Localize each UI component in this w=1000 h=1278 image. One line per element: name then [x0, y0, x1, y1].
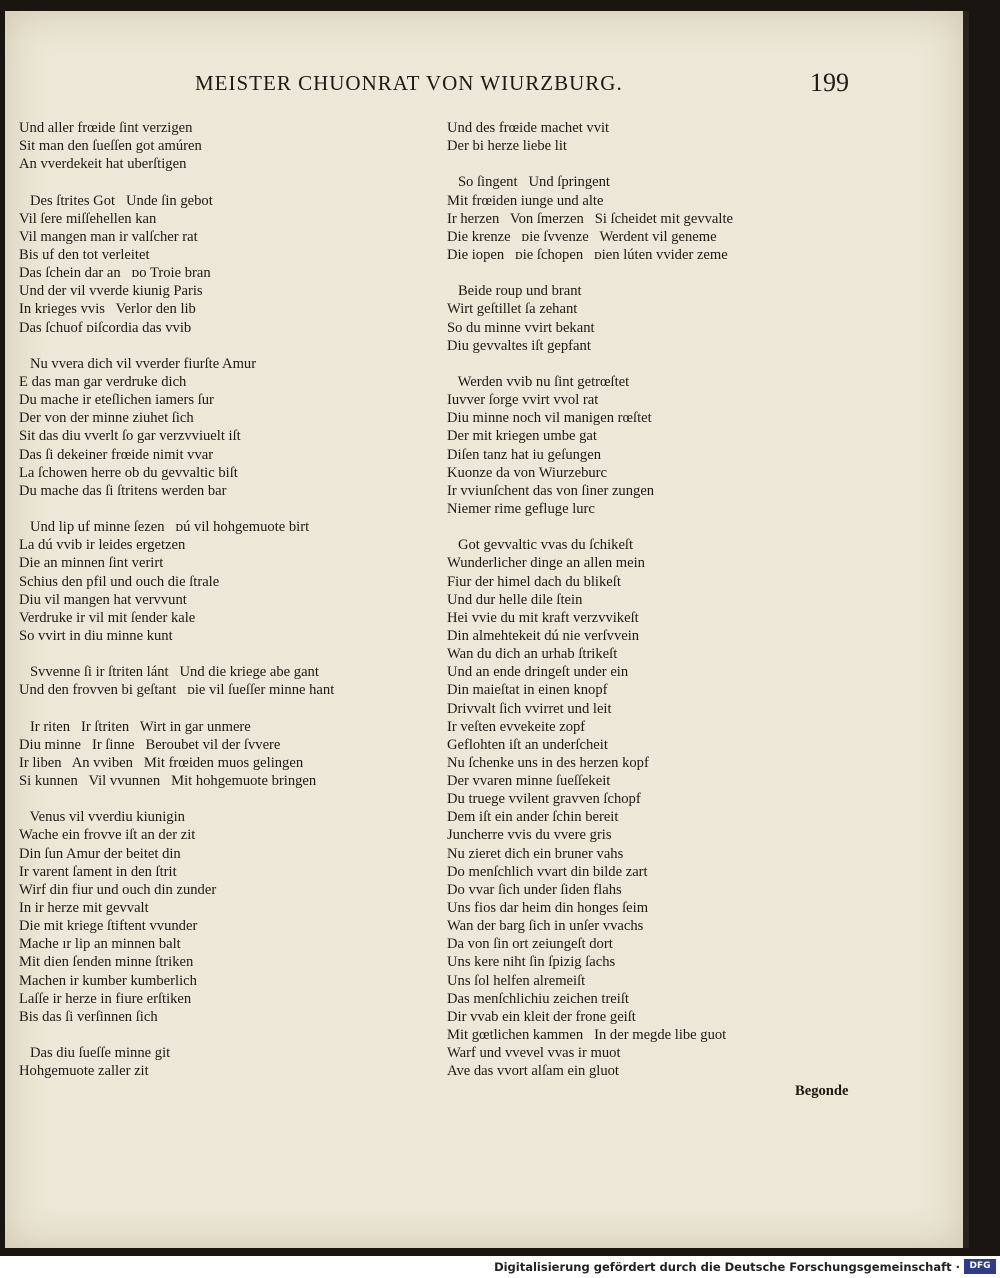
verse-line: Si kunnen Vil vvunnen Mit hohgemuote bringen [19, 773, 317, 790]
verse-line: Wan du dich an urhab ſtrikeſt [447, 646, 618, 663]
verse-line: Das menſchlichiu zeichen treiſt [447, 990, 629, 1007]
stanza-break [19, 500, 439, 518]
stanza-break [19, 173, 439, 191]
funding-notice: Digitalisierung gefördert durch die Deutsche Forschungsgemeinschaft · [494, 1260, 960, 1274]
running-head: MEISTER CHUONRAT VON WIURZBURG. [195, 71, 623, 95]
verse-line: Du mache ir eteſlichen iamers ſur [19, 392, 214, 409]
verse-line: Und aller frœide ſint verzigen [19, 120, 193, 136]
verse-line: Diu minne noch vil manigen rœſtet [447, 410, 652, 427]
verse-line: Venus vil vverdiu kiunigin [19, 809, 185, 826]
verse-line: Ir varent ſament in den ſtrit [19, 863, 177, 880]
verse-line: Ir riten Ir ſtriten Wirt in gar unmere [19, 718, 251, 735]
verse-line: Bis das ſi verſinnen ſich [19, 1008, 158, 1025]
stanza-break [447, 518, 847, 536]
verse-line: So ſingent Und ſpringent [447, 174, 610, 191]
verse-line: Kuonze da von Wiurzeburc [447, 464, 608, 481]
verse-line: Dir vvab ein kleit der frone geiſt [447, 1008, 636, 1025]
verse-line: Fiur der himel dach du blikeſt [447, 573, 621, 590]
verse-line: Do vvar ſich under ſiden flahs [447, 881, 622, 898]
page-edge [963, 11, 969, 1248]
verse-line: Der mit kriegen umbe gat [447, 428, 597, 445]
verse-line: Uns kere niht ſin ſpizig ſachs [447, 954, 616, 971]
verse-line: Wirt geſtillet ſa zehant [447, 301, 578, 318]
page-number: 199 [810, 68, 849, 97]
verse-line: Din ſun Amur der beitet din [19, 845, 181, 862]
verse-line: Wunderlicher dinge an allen mein [447, 555, 645, 572]
verse-line: Sit das diu vverlt ſo gar verzvviuelt iſt [19, 428, 241, 445]
verse-line: Nu vvera dich vil vverder fiurſte Amur [19, 355, 257, 372]
verse-line: An vverdekeit hat uberſtigen [19, 156, 187, 173]
stanza-break [447, 355, 847, 373]
verse-line: Und an ende dringeſt under ein [447, 664, 629, 681]
verse-line: Des ſtrites Got Unde ſin gebot [19, 192, 213, 209]
stanza-break [447, 264, 847, 282]
verse-line: Diu gevvaltes iſt gepfant [447, 337, 591, 354]
right-text-column [447, 119, 847, 1080]
verse-line: Und den frovven bi geſtant ᴅie vil ſueſſer minne hant [19, 682, 335, 699]
verse-line: Und lip uf minne ſezen ᴅú vil hohgemuote birt [19, 519, 310, 536]
verse-line: Got gevvaltic vvas du ſchikeſt [447, 537, 634, 554]
verse-line: Diu minne Ir ſinne Beroubet vil der ſvvere [19, 736, 281, 753]
verse-line: So du minne vvirt bekant [447, 319, 595, 336]
verse-line: Das ſi dekeiner frœide nimit vvar [19, 446, 214, 463]
verse-line: Ir herzen Von ſmerzen Si ſcheidet mit gevvalte [447, 210, 733, 227]
verse-line: In krieges vvis Verlor den lib [19, 301, 196, 318]
verse-line: Der von der minne ziuhet ſich [19, 410, 194, 427]
verse-line: Dem iſt ein ander ſchin bereit [447, 809, 619, 826]
verse-line: Und dur helle dile ſtein [447, 591, 583, 608]
verse-line: Das ſchuof ᴅiſcordia das vvib [19, 319, 192, 336]
verse-line: Die krenze ᴅie ſvvenze Werdent vil geneme [447, 228, 717, 245]
verse-line: So vvirt in diu minne kunt [19, 627, 173, 644]
verse-line: Und des frœide machet vvit [447, 120, 610, 136]
verse-line: Ir veſten evvekeite zopf [447, 718, 586, 735]
verse-line: In ir herze mit gevvalt [19, 900, 149, 917]
verse-line: Geflohten iſt an underſcheit [447, 736, 608, 753]
verse-line: Hei vvie du mit kraft verzvvikeſt [447, 609, 639, 626]
stanza-break [19, 700, 439, 718]
verse-line: Das ſchein dar an ᴅo Troie bran [19, 265, 211, 282]
verse-line: Ir liben An vviben Mit frœiden muos gelingen [19, 754, 304, 771]
verse-line: Verdruke ir vil mit ſender kale [19, 609, 196, 626]
verse-line: La ſchowen herre ob du gevvaltic biſt [19, 464, 238, 481]
verse-line: Warf und vvevel vvas ir muot [447, 1045, 621, 1062]
verse-line: Die iopen ᴅie ſchopen ᴅien lúten vvider zeme [447, 246, 728, 263]
verse-line: Mit dien ſenden minne ſtriken [19, 954, 194, 971]
verse-line: Und der vil vverde kiunig Paris [19, 283, 203, 300]
verse-line: Mit gœtlichen kammen In der megde libe guot [447, 1027, 727, 1044]
verse-line: Nu zieret dich ein bruner vahs [447, 845, 624, 862]
verse-line: Nu ſchenke uns in des herzen kopf [447, 754, 649, 771]
verse-line: Wirf din fiur und ouch din zunder [19, 881, 217, 898]
verse-line: Der vvaren minne ſueſſekeit [447, 773, 611, 790]
verse-line: Ir vviunſchent das von ſiner zungen [447, 482, 655, 499]
verse-line: Ave das vvort alſam ein gluot [447, 1063, 619, 1080]
verse-line: Niemer rime gefluge lurc [447, 500, 595, 517]
verse-line: Vil mangen man ir valſcher rat [19, 228, 198, 245]
verse-line: Laſſe ir herze in fiure erſtiken [19, 990, 192, 1007]
verse-line: Wan der barg ſich in unſer vvachs [447, 918, 644, 935]
verse-line: Beide roup und brant [447, 283, 582, 300]
verse-line: Drivvalt ſich vvirret und leit [447, 700, 612, 717]
stanza-break [447, 155, 847, 173]
verse-line: Din maieſtat in einen knopf [447, 682, 608, 699]
verse-line: Sit man den ſueſſen got amúren [19, 138, 202, 155]
verse-line: E das man gar verdruke dich [19, 373, 187, 390]
verse-line: Iuvver ſorge vvirt vvol rat [447, 392, 599, 409]
verse-line: Mache ır lip an minnen balt [19, 936, 181, 953]
stanza-break [19, 645, 439, 663]
verse-line: Vil ſere miſſehellen kan [19, 210, 157, 227]
verse-line: La dú vvib ir leides ergetzen [19, 537, 186, 554]
verse-line: Der bi herze liebe lit [447, 138, 567, 155]
verse-line: Du mache das ſi ſtritens werden bar [19, 482, 227, 499]
verse-line: Hohgemuote zaller zit [19, 1063, 149, 1080]
verse-line: Svvenne ſi ir ſtriten lánt Und die kriege abe gant [19, 664, 319, 681]
stanza-break [19, 1026, 439, 1044]
verse-line: Mit frœiden iunge und alte [447, 192, 604, 209]
stanza-break [19, 337, 439, 355]
dfg-logo: DFG [964, 1259, 996, 1274]
verse-line: Machen ir kumber kumberlich [19, 972, 197, 989]
verse-line: Werden vvib nu ſint getrœſtet [447, 373, 630, 390]
verse-line: Schius den pfil und ouch die ſtrale [19, 573, 220, 590]
book-page [5, 11, 963, 1248]
verse-line: Diu vil mangen hat vervvunt [19, 591, 187, 608]
footer-bar [0, 1256, 1000, 1278]
verse-line: Wache ein frovve iſt an der zit [19, 827, 196, 844]
signoff-catchword: Begonde [795, 1083, 849, 1099]
verse-line: Die mit kriege ſtiftent vvunder [19, 918, 198, 935]
page-header [5, 63, 963, 103]
verse-line: Din almehtekeit dú nie verſvvein [447, 627, 640, 644]
verse-line: Uns ſol helfen alremeiſt [447, 972, 586, 989]
verse-line: Die an minnen ſint verirt [19, 555, 164, 572]
verse-line: Das diu ſueſſe minne git [19, 1045, 171, 1062]
verse-line: Do menſchlich vvart din bilde zart [447, 863, 648, 880]
left-text-column [19, 119, 439, 1080]
verse-line: Bis uf den tot verleitet [19, 246, 150, 263]
verse-line: Du truege vvilent gravven ſchopf [447, 791, 641, 808]
stanza-break [19, 790, 439, 808]
verse-line: Uns fios dar heim din honges ſeim [447, 900, 649, 917]
verse-line: Diſen tanz hat iu geſungen [447, 446, 601, 463]
verse-line: Da von ſin ort zeiungeſt dort [447, 936, 613, 953]
verse-line: Juncherre vvis du vvere gris [447, 827, 612, 844]
